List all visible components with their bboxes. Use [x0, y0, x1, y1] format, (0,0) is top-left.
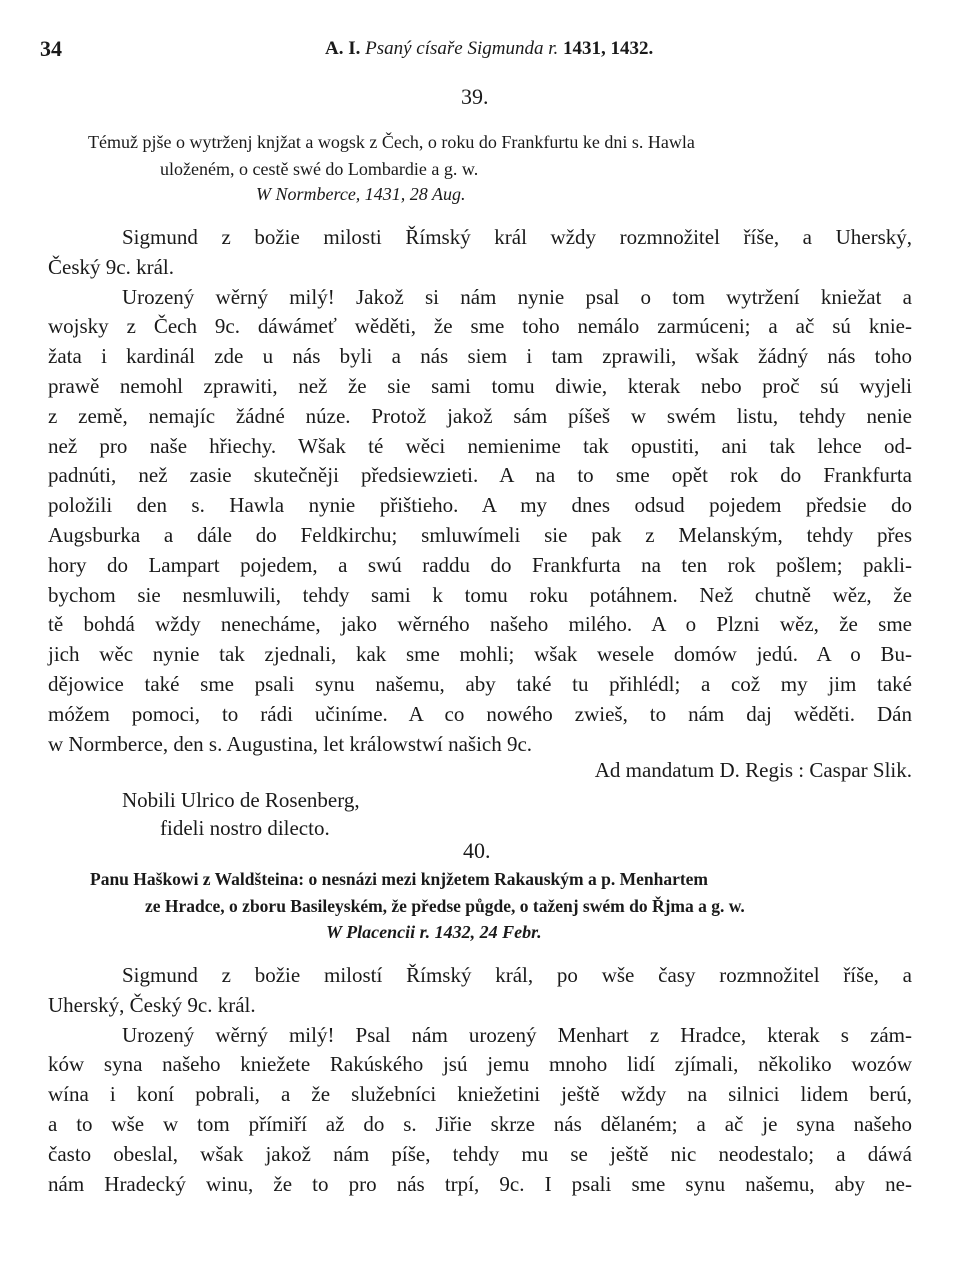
body-39-line: dějowice také sme psali synu našemu, aby také tu přihlédl; a což my jim také: [48, 671, 912, 696]
letter-40-text: [48, 961, 912, 1199]
headnote-40-line-1: Panu Haškowi z Waldšteina: o nesnázi mezi knjžetem Rakauským a p. Menhartem: [90, 869, 709, 889]
body-39-line: w Normberce, den s. Augustina, let králowstwí našich 9c.: [48, 731, 533, 756]
body-39-line: než pro naše hřiechy. Wšak té wěci nemienime tak opustiti, ani tak lehce od-: [48, 433, 912, 458]
page-header: [40, 36, 920, 66]
letter-number-40: 40.: [463, 838, 491, 863]
body-39-line: tě bohdá wždy nenecháme, jako wěrného našeho milého. A o Plzni wěz, že sme: [48, 612, 912, 637]
body-39-line: prawě nemohl zprawiti, než že sie sami tomu diwie, kterak nebo proč sú wyjeli: [48, 373, 912, 398]
salutation-40-line-2: Uherský, Český 9c. král.: [48, 992, 256, 1017]
letter-39-text: [48, 223, 912, 759]
running-title-italic: Psaný císaře Sigmunda r.: [365, 38, 559, 59]
body-40-line: nám Hradecký winu, že to pro nás trpí, 9c. I psali sme synu našemu, aby ne-: [48, 1171, 912, 1196]
headnote-40-line-2: ze Hradce, o zboru Basileyském, že předse půgde, o taženj swém do Řjma a g. w.: [145, 896, 745, 916]
running-title-years: 1431, 1432.: [563, 38, 654, 59]
place-date-40: W Placencii r. 1432, 24 Febr.: [326, 922, 542, 942]
body-39-line: žata i kardinál zde u nás byli a nás siem i tam zprawili, wšak žádný nás toho: [48, 344, 912, 369]
body-40-line: ków syna našeho kniežete Rakúského jsú jemu mnoho lidí zjímali, několiko wozów: [48, 1052, 912, 1077]
body-39-line: hory do Lampart pojedem, a swú raddu do Frankfurta na ten rok pošlem; pakli-: [48, 552, 912, 577]
body-40-line: a to wše w tom přímiří až do s. Jiřie skrze nás dělaném; a ač je syna našeho: [48, 1111, 912, 1136]
address-39-line-2: fideli nostro dilecto.: [160, 816, 330, 840]
salutation-39-line-2: Český 9c. král.: [48, 254, 174, 279]
place-date-39: W Normberce, 1431, 28 Aug.: [256, 184, 466, 204]
body-39-line: položili den s. Hawla nynie přištieho. A my dnes odsud pojedem předsie do: [48, 493, 912, 518]
body-40-line: wína i koní pobrali, a že služebníci kniežetini ještě wždy na silnici lidem berú,: [48, 1082, 912, 1107]
subscription-39: Ad mandatum D. Regis : Caspar Slik.: [594, 758, 912, 782]
body-39-line: jich wěc nynie tak zjednali, kak sme mohli; wšak wesele domów jedú. A o Bu-: [48, 642, 912, 667]
salutation-39-line-1: Sigmund z božie milosti Římský král wždy rozmnožitel říše, a Uherský,: [122, 225, 912, 249]
running-title: [325, 38, 653, 60]
headnote-39-line-2: uloženém, o cestě swé do Lombardie a g. w.: [160, 159, 479, 179]
body-40-line: často obeslal, wšak jakož nám píše, tehdy mu se ještě nic neodestalo; a dáwá: [48, 1141, 912, 1166]
letter-number-39: 39.: [461, 84, 489, 109]
body-40-line: Urozený wěrný milý! Psal nám urozený Menhart z Hradce, kterak s zám-: [122, 1022, 912, 1047]
headnote-39-line-1: Témuž pjše o wytrženj knjžat a wogsk z Čech, o roku do Frankfurtu ke dni s. Hawla: [88, 132, 695, 152]
body-39-line: Augsburka a dále do Feldkirchu; smluwímeli sie pak z Melanským, tehdy přes: [48, 522, 912, 547]
body-39-line: z země, nemajíc žádné núze. Protož jakož sám píšeš w swém listu, tehdy nenie: [48, 403, 912, 428]
address-39-line-1: Nobili Ulrico de Rosenberg,: [122, 788, 360, 812]
salutation-40-line-1: Sigmund z božie milostí Římský král, po wše časy rozmnožitel říše, a: [122, 963, 912, 987]
running-title-prefix: A. I.: [325, 38, 361, 59]
body-39-line: móžem pomoci, to rádi učiníme. A co nowého zwieš, to nám daj wěděti. Dán: [48, 701, 912, 726]
body-39-line: Urozený wěrný milý! Jakož si nám nynie psal o tom wytržení kniežat a: [122, 284, 912, 309]
body-39-line: bychom sie nesmluwili, tehdy sami k tomu roku potáhnem. Než chutně wěz, že: [48, 582, 912, 607]
body-39-line: padnúti, než zasie skutečněji předsiewzieti. A na to sme opět rok do Frankfurta: [48, 463, 912, 488]
page-number: 34: [40, 36, 62, 61]
body-39-line: wojsky z Čech 9c. dáwámeť wěděti, že sme toho nemálo zarmúceni; a ač sú knie-: [48, 314, 912, 339]
